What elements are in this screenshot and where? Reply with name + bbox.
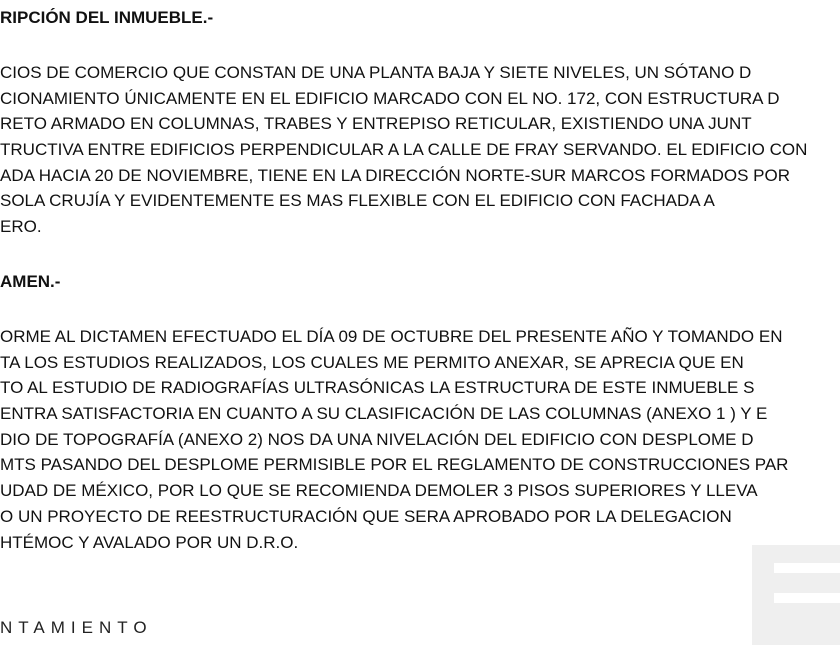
paragraph-line: HTÉMOC Y AVALADO POR UN D.R.O. <box>0 532 299 552</box>
paragraph-descripcion <box>0 60 840 240</box>
paragraph-line: TRUCTIVA ENTRE EDIFICIOS PERPENDICULAR A LA CALLE DE FRAY SERVANDO. EL EDIFICIO CON <box>0 140 808 160</box>
paragraph-line: DIO DE TOPOGRAFÍA (ANEXO 2) NOS DA UNA NIVELACIÓN DEL EDIFICIO CON DESPLOME D <box>0 429 754 449</box>
paragraph-line: MTS PASANDO DEL DESPLOME PERMISIBLE POR EL REGLAMENTO DE CONSTRUCCIONES PAR <box>0 455 789 475</box>
watermark-bar <box>774 593 840 603</box>
paragraph-line: ORME AL DICTAMEN EFECTUADO EL DÍA 09 DE OCTUBRE DEL PRESENTE AÑO Y TOMANDO EN <box>0 327 783 346</box>
watermark-logo <box>752 545 840 645</box>
section-heading-dictamen: AMEN.- <box>0 272 61 291</box>
paragraph-line: ENTRA SATISFACTORIA EN CUANTO A SU CLASIFICACIÓN DE LAS COLUMNAS (ANEXO 1 ) Y E <box>0 404 768 424</box>
paragraph-line: SOLA CRUJÍA Y EVIDENTEMENTE ES MAS FLEXIBLE CON EL EDIFICIO CON FACHADA A <box>0 191 715 211</box>
cut-off-heading: NTAMIENTO <box>0 618 153 637</box>
paragraph-line: RETO ARMADO EN COLUMNAS, TRABES Y ENTREPISO RETICULAR, EXISTIENDO UNA JUNT <box>0 114 752 134</box>
paragraph-line: CIONAMIENTO ÚNICAMENTE EN EL EDIFICIO MARCADO CON EL NO. 172, CON ESTRUCTURA D <box>0 88 780 108</box>
paragraph-line: TO AL ESTUDIO DE RADIOGRAFÍAS ULTRASÓNICAS LA ESTRUCTURA DE ESTE INMUEBLE S <box>0 378 755 398</box>
paragraph-line: UDAD DE MÉXICO, POR LO QUE SE RECOMIENDA DEMOLER 3 PISOS SUPERIORES Y LLEVA <box>0 481 758 501</box>
paragraph-line: ERO. <box>0 217 42 237</box>
paragraph-line: CIOS DE COMERCIO QUE CONSTAN DE UNA PLANTA BAJA Y SIETE NIVELES, UN SÓTANO D <box>0 63 752 82</box>
paragraph-line: TA LOS ESTUDIOS REALIZADOS, LOS CUALES ME PERMITO ANEXAR, SE APRECIA QUE EN <box>0 352 744 372</box>
paragraph-line: O UN PROYECTO DE REESTRUCTURACIÓN QUE SERA APROBADO POR LA DELEGACION <box>0 506 732 526</box>
paragraph-dictamen <box>0 324 840 555</box>
section-heading-descripcion: RIPCIÓN DEL INMUEBLE.- <box>0 8 214 27</box>
watermark-bar <box>774 563 840 573</box>
paragraph-line: ADA HACIA 20 DE NOVIEMBRE, TIENE EN LA DIRECCIÓN NORTE-SUR MARCOS FORMADOS POR <box>0 165 791 185</box>
